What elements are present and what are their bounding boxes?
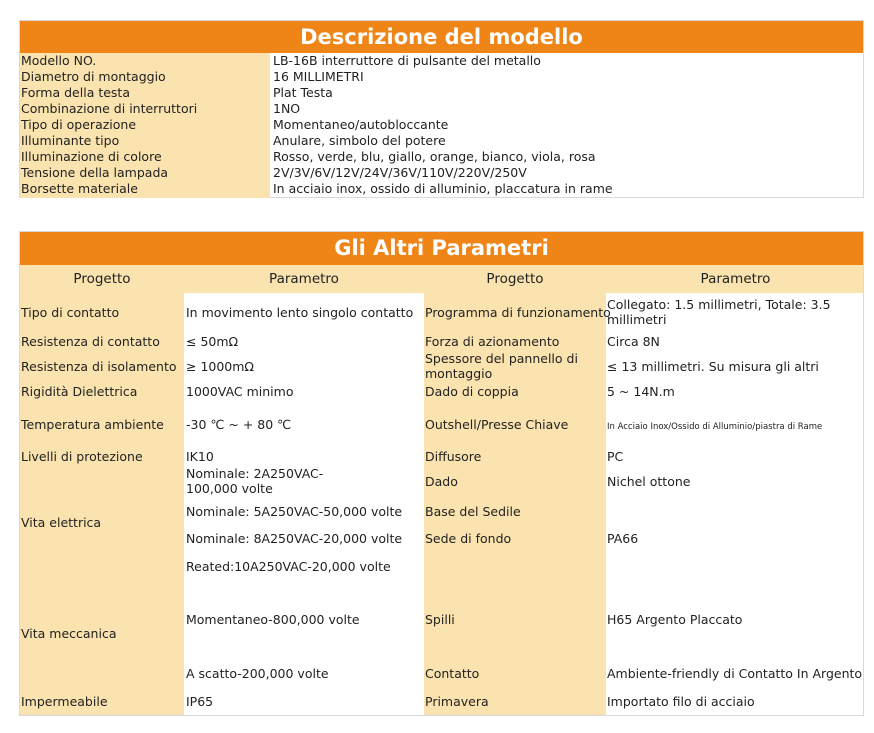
row-label: Tensione della lampada xyxy=(21,165,169,180)
table-row xyxy=(20,165,863,181)
param-value: PA66 xyxy=(607,531,639,546)
row-value: 16 MILLIMETRI xyxy=(273,69,364,84)
other-parameters-table xyxy=(19,231,864,716)
param-label: Programma di funzionamento xyxy=(425,305,611,320)
table-row xyxy=(20,117,863,133)
param-value: A scatto-200,000 volte xyxy=(186,666,329,681)
param-value: Circa 8N xyxy=(607,334,660,349)
row-value: In acciaio inox, ossido di alluminio, placcatura in rame xyxy=(273,181,613,196)
row-label: Combinazione di interruttori xyxy=(21,101,198,116)
param-value: -30 ℃ ~ + 80 ℃ xyxy=(186,417,292,432)
param-label: Outshell/Presse Chiave xyxy=(425,417,569,432)
row-value: Momentaneo/autobloccante xyxy=(273,117,449,132)
row-value: Rosso, verde, blu, giallo, orange, bianco, viola, rosa xyxy=(273,149,596,164)
param-label: Sede di fondo xyxy=(425,531,512,546)
param-value: Nominale: 5A250VAC-50,000 volte xyxy=(186,504,403,519)
table-row xyxy=(20,133,863,149)
param-value: Reated:10A250VAC-20,000 volte xyxy=(186,559,391,574)
row-label: Tipo di operazione xyxy=(21,117,137,132)
param-label: Dado xyxy=(425,474,458,489)
row-label: Modello NO. xyxy=(21,53,97,68)
param-label: Tipo di contatto xyxy=(21,305,120,320)
model-description-table xyxy=(19,20,864,198)
param-value: Collegato: 1.5 millimetri, Totale: 3.5 millimetri xyxy=(607,297,831,327)
table-row xyxy=(20,69,863,85)
model-description-title: Descrizione del modello xyxy=(20,21,863,53)
param-label: Impermeabile xyxy=(21,694,108,709)
row-label: Illuminante tipo xyxy=(21,133,120,148)
row-value: Anulare, simbolo del potere xyxy=(273,133,446,148)
param-label: Diffusore xyxy=(425,449,482,464)
param-label: Spessore del pannello di montaggio xyxy=(425,351,578,381)
row-value: 2V/3V/6V/12V/24V/36V/110V/220V/250V xyxy=(273,165,527,180)
header-progetto: Progetto xyxy=(73,271,131,287)
param-value: PC xyxy=(607,449,624,464)
param-value: ≥ 1000mΩ xyxy=(186,359,254,374)
table-header-row xyxy=(20,265,863,293)
param-label: Vita meccanica xyxy=(21,626,117,641)
param-label: Dado di coppia xyxy=(425,384,519,399)
param-value: Nominale: 2A250VAC-100,000 volte xyxy=(186,466,324,496)
param-value: In Acciaio Inox/Ossido di Alluminio/piastra di Rame xyxy=(607,422,823,432)
param-label: Livelli di protezione xyxy=(21,449,143,464)
table-row xyxy=(20,101,863,117)
label-column-left xyxy=(20,293,184,716)
header-parametro: Parametro xyxy=(269,271,339,287)
param-label: Vita elettrica xyxy=(21,515,102,530)
param-value: H65 Argento Placcato xyxy=(607,612,743,627)
param-label: Base del Sedile xyxy=(425,504,521,519)
param-value: 5 ~ 14N.m xyxy=(607,384,675,399)
table-row xyxy=(20,181,863,197)
param-label: Temperatura ambiente xyxy=(21,417,164,432)
row-label: Forma della testa xyxy=(21,85,130,100)
param-label: Forza di azionamento xyxy=(425,334,560,349)
param-value: ≤ 13 millimetri. Su misura gli altri xyxy=(607,359,819,374)
param-value: Nominale: 8A250VAC-20,000 volte xyxy=(186,531,403,546)
param-value: ≤ 50mΩ xyxy=(186,334,239,349)
param-value: Ambiente-friendly di Contatto In Argento xyxy=(607,666,863,681)
param-value: In movimento lento singolo contatto xyxy=(186,305,414,320)
param-label: Rigidità Dielettrica xyxy=(21,384,138,399)
header-progetto: Progetto xyxy=(486,271,544,287)
param-value: Momentaneo-800,000 volte xyxy=(186,612,360,627)
value-column-right xyxy=(606,293,864,716)
header-parametro: Parametro xyxy=(700,271,771,287)
row-label: Borsette materiale xyxy=(21,181,138,196)
row-value: LB-16B interruttore di pulsante del metallo xyxy=(273,53,541,68)
table-row xyxy=(20,53,863,69)
param-value: Importato filo di acciaio xyxy=(607,694,755,709)
param-label: Primavera xyxy=(425,694,489,709)
param-value: Nichel ottone xyxy=(607,474,691,489)
param-label: Resistenza di contatto xyxy=(21,334,160,349)
param-label: Spilli xyxy=(425,612,455,627)
row-label: Illuminazione di colore xyxy=(21,149,162,164)
other-parameters-title: Gli Altri Parametri xyxy=(20,232,863,265)
row-value: 1NO xyxy=(273,101,301,116)
table-row xyxy=(20,85,863,101)
row-label: Diametro di montaggio xyxy=(21,69,166,84)
param-label: Resistenza di isolamento xyxy=(21,359,177,374)
param-value: 1000VAC minimo xyxy=(186,384,294,399)
param-value: IP65 xyxy=(186,694,214,709)
param-label: Contatto xyxy=(425,666,480,681)
param-value: IK10 xyxy=(186,449,214,464)
table-row xyxy=(20,149,863,165)
row-value: Plat Testa xyxy=(273,85,333,100)
